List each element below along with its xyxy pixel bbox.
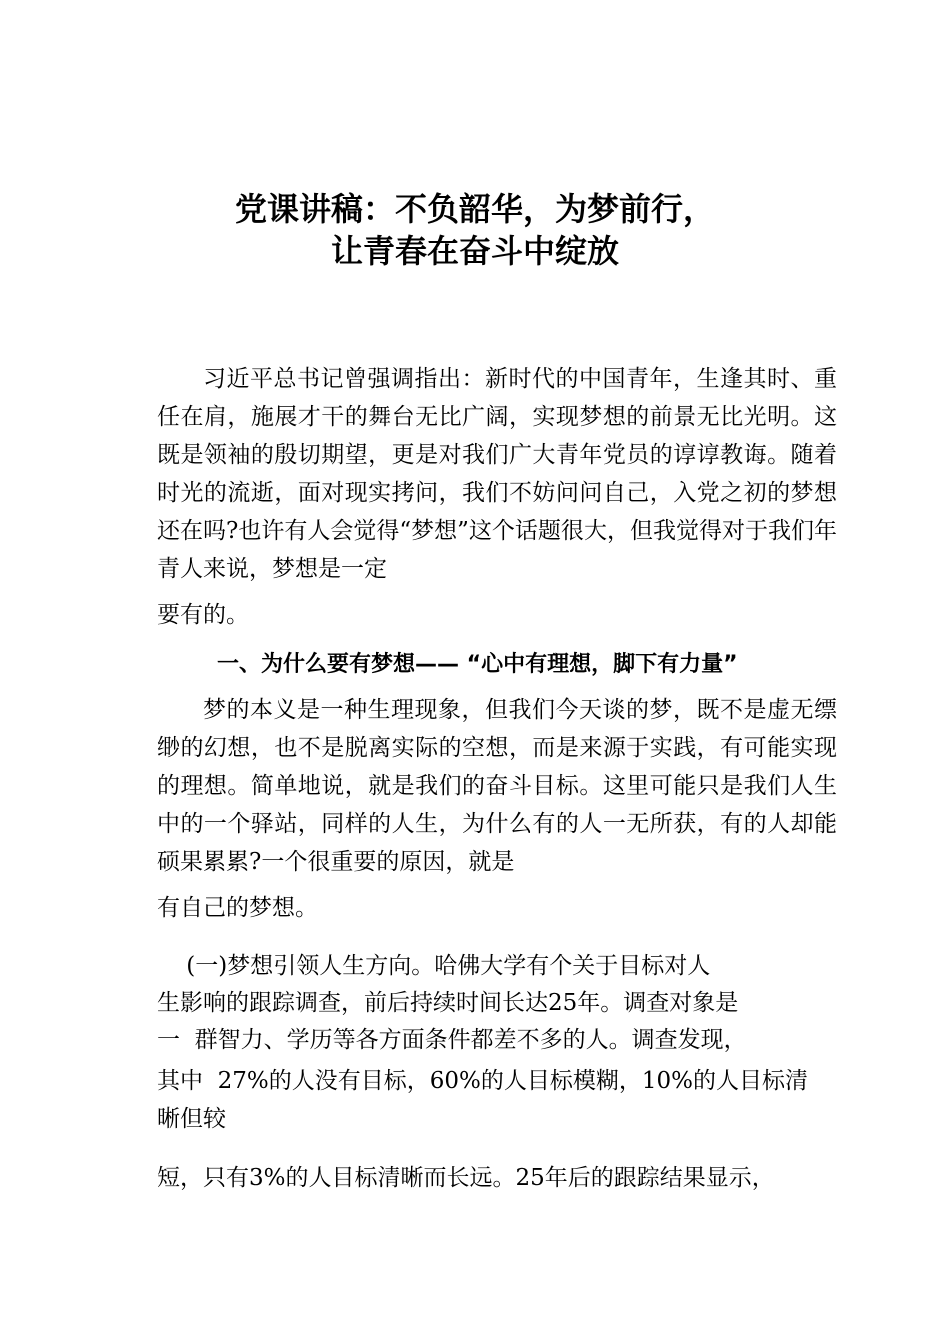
subsection-1-line-2: 生影响的跟踪调查，前后持续时间长达25年。调查对象是 xyxy=(157,990,739,1016)
document-title-line-1: 党课讲稿：不负韶华，为梦前行， xyxy=(234,190,715,228)
intro-paragraph xyxy=(157,360,837,634)
section-1-paragraph-tail: 有自己的梦想。 xyxy=(157,895,318,921)
subsection-1-line-3: 一 群智力、学历等各方面条件都差不多的人。调查发现， xyxy=(157,1027,747,1053)
section-1-paragraph xyxy=(157,691,837,927)
subsection-1-continued-line: 短，只有3%的人目标清晰而长远。25年后的跟踪结果显示， xyxy=(157,1165,775,1191)
subsection-1-line-5: 晰但较 xyxy=(157,1106,226,1132)
document-title-line-2: 让青春在奋斗中绽放 xyxy=(330,232,619,270)
intro-paragraph-tail: 要有的。 xyxy=(157,602,249,628)
intro-paragraph-body: 习近平总书记曾强调指出：新时代的中国青年，生逢其时、重任在肩，施展才干的舞台无比广阔，实现梦想的前景无比光明。这既是领袖的殷切期望，更是对我们广大青年党员的谆谆教诲。随着时光的流逝，面对现实拷问，我们不妨问问自己，入党之初的梦想还在吗?也许有人会觉得“梦想”这个话题很大，但我觉得对于我们年青人来说，梦想是一定 xyxy=(157,366,837,582)
section-1-heading: 一、为什么要有梦想—— “心中有理想，脚下有力量” xyxy=(217,652,738,677)
subsection-1-line-4: 其中 27%的人没有目标，60%的人目标模糊，10%的人目标清 xyxy=(157,1068,808,1094)
subsection-1-line-1: (一)梦想引领人生方向。哈佛大学有个关于目标对人 xyxy=(157,953,711,979)
section-1-paragraph-body: 梦的本义是一种生理现象，但我们今天谈的梦，既不是虚无缥缈的幻想，也不是脱离实际的空想，而是来源于实践，有可能实现的理想。简单地说，就是我们的奋斗目标。这里可能只是我们人生中的一个驿站，同样的人生，为什么有的人一无所获，有的人却能硕果累累?一个很重要的原因，就是 xyxy=(157,697,837,875)
